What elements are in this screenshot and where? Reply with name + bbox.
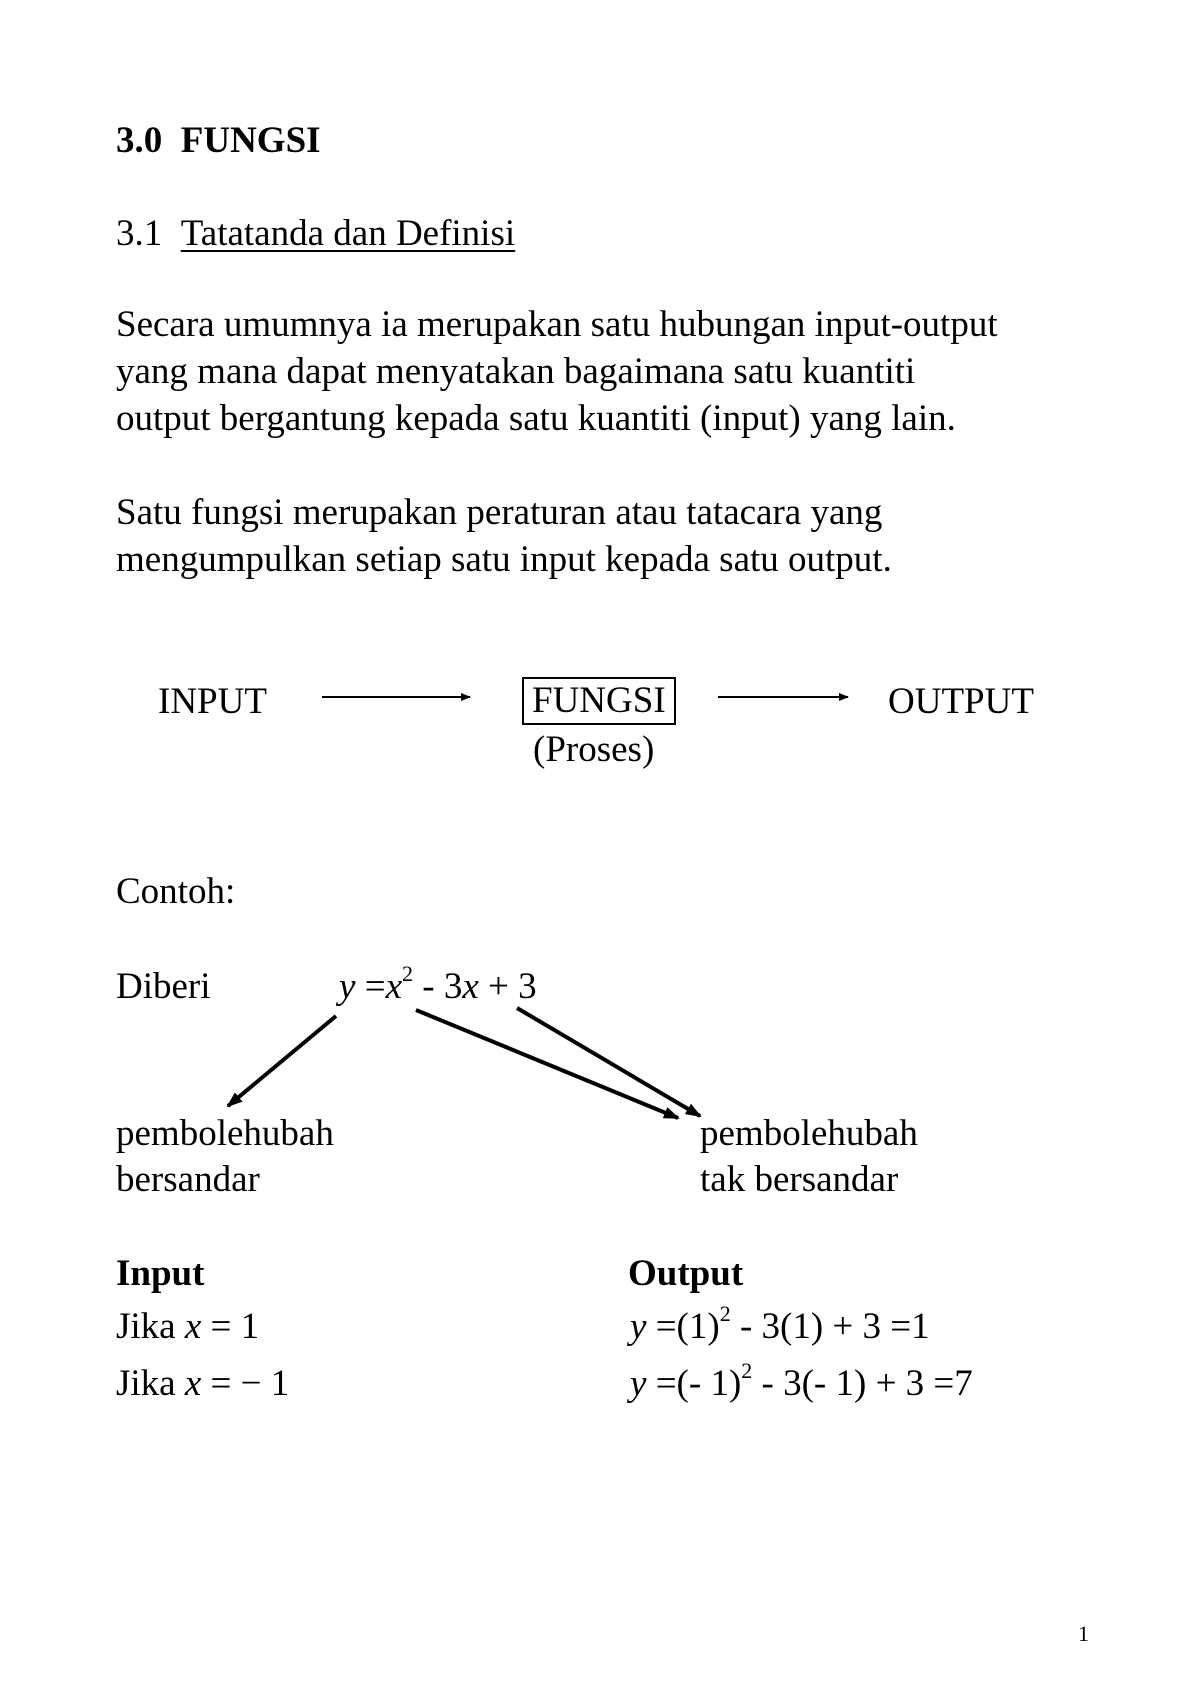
- eq-x: x: [385, 966, 402, 1007]
- input-var-2: x: [184, 1363, 202, 1404]
- eq-equals: =: [355, 966, 386, 1007]
- output-b-1: - 3(1) + 3 =1: [730, 1306, 930, 1347]
- output-a-1: =(1): [646, 1306, 720, 1347]
- flow-function-box: FUNGSI: [522, 677, 676, 725]
- output-exp-2: 2: [741, 1357, 753, 1383]
- independent-line-2: tak bersandar: [700, 1159, 899, 1200]
- jika-2: Jika: [116, 1363, 185, 1404]
- subsection-title: Tatatanda dan Definisi: [180, 213, 516, 254]
- eq-exponent: 2: [402, 960, 413, 986]
- input-var-1: x: [184, 1306, 202, 1347]
- section-number: 3.0: [116, 120, 163, 161]
- paragraph-1-line-3: output bergantung kepada satu kuantiti (input) yang lain.: [116, 398, 956, 439]
- page-number: 1: [1078, 1621, 1089, 1646]
- output-exp-1: 2: [719, 1300, 731, 1326]
- eq-x-2: x: [462, 966, 479, 1007]
- paragraph-1-line-1: Secara umumnya ia merupakan satu hubungan input-output: [116, 304, 998, 345]
- eq-y: y: [339, 966, 356, 1007]
- output-a-2: =(- 1): [646, 1363, 742, 1404]
- eq-rest-2: + 3: [478, 966, 537, 1007]
- jika-1: Jika: [116, 1306, 185, 1347]
- output-y-2: y: [630, 1363, 647, 1404]
- eq-rest-1: - 3: [413, 966, 463, 1007]
- section-title: FUNGSI: [180, 120, 321, 161]
- output-header: Output: [628, 1253, 744, 1294]
- given-label: Diberi: [116, 966, 211, 1007]
- example-label: Contoh:: [116, 871, 236, 912]
- input-val-2: = − 1: [201, 1363, 290, 1404]
- flow-output-label: OUTPUT: [888, 681, 1034, 722]
- dependent-line-1: pembolehubah: [116, 1113, 334, 1154]
- paragraph-2-line-2: mengumpulkan setiap satu input kepada satu output.: [116, 539, 892, 580]
- dependent-line-2: bersandar: [116, 1159, 260, 1200]
- subsection-number: 3.1: [116, 213, 163, 254]
- output-b-2: - 3(- 1) + 3 =7: [752, 1363, 973, 1404]
- arrow-y-to-dependent: [228, 1016, 336, 1106]
- flow-input-label: INPUT: [158, 681, 267, 722]
- independent-line-1: pembolehubah: [700, 1113, 918, 1154]
- paragraph-2-line-1: Satu fungsi merupakan peraturan atau tatacara yang: [116, 492, 883, 533]
- paragraph-1-line-2: yang mana dapat menyatakan bagaimana satu kuantiti: [116, 351, 916, 392]
- output-y-1: y: [630, 1306, 647, 1347]
- flow-process-label: (Proses): [533, 729, 655, 770]
- input-val-1: = 1: [201, 1306, 260, 1347]
- input-header: Input: [116, 1253, 205, 1294]
